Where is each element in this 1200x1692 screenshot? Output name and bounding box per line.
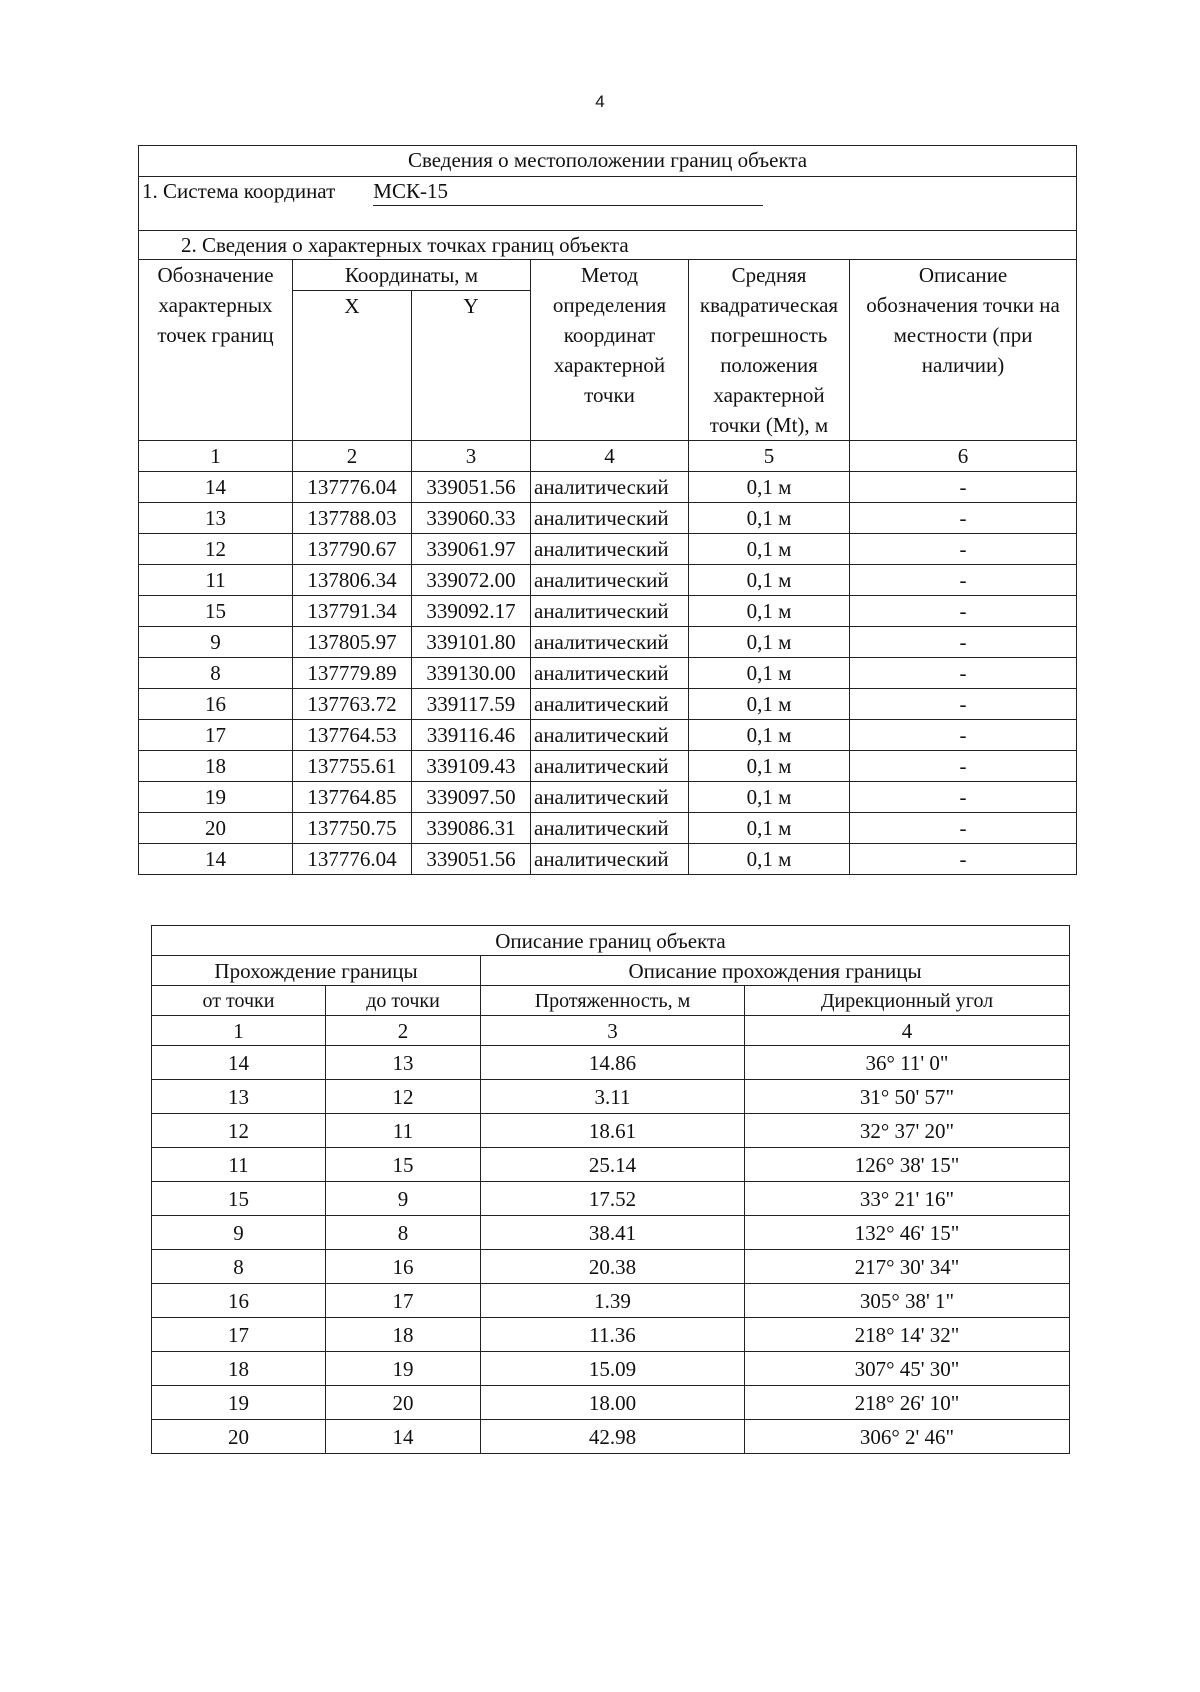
column-number: 2 [293,441,412,472]
cell-method: аналитический [531,534,689,565]
cell-y: 339117.59 [412,689,531,720]
cell-to: 20 [326,1386,481,1420]
header-line: точек границ [157,323,274,347]
cell-length: 17.52 [481,1182,745,1216]
table-row [152,1114,1070,1148]
header-passage: Прохождение границы [152,956,481,986]
header-line: Обозначение [157,263,274,287]
cell-to: 17 [326,1284,481,1318]
header-line: обозначения точки на [866,293,1060,317]
cell-desc: - [850,503,1077,534]
cell-to: 8 [326,1216,481,1250]
cell-point: 18 [139,751,293,782]
cell-from: 15 [152,1182,326,1216]
cell-point: 20 [139,813,293,844]
cell-length: 18.00 [481,1386,745,1420]
cell-method: аналитический [531,813,689,844]
header-line: погрешность [710,323,828,347]
header-line: точки [584,383,635,407]
cell-point: 14 [139,472,293,503]
cell-desc: - [850,565,1077,596]
cell-angle: 32° 37' 20" [745,1114,1070,1148]
cell-x: 137764.53 [293,720,412,751]
cell-method: аналитический [531,782,689,813]
cell-y: 339072.00 [412,565,531,596]
cell-x: 137755.61 [293,751,412,782]
cell-x: 137750.75 [293,813,412,844]
cell-point: 12 [139,534,293,565]
cell-to: 18 [326,1318,481,1352]
header-line: Описание [918,263,1008,287]
cell-method: аналитический [531,844,689,875]
cell-method: аналитический [531,720,689,751]
table-row [139,751,1077,782]
cell-angle: 306° 2' 46" [745,1420,1070,1454]
coordinate-system-value: МСК-15 [373,177,763,206]
cell-to: 19 [326,1352,481,1386]
cell-from: 13 [152,1080,326,1114]
cell-point: 17 [139,720,293,751]
column-number: 3 [412,441,531,472]
coordinate-system-label: 1. Система координат [142,179,336,203]
header-x: X [293,291,412,441]
cell-to: 12 [326,1080,481,1114]
table-row [139,627,1077,658]
cell-angle: 307° 45' 30" [745,1352,1070,1386]
header-length: Протяженность, м [481,986,745,1016]
column-number: 3 [481,1016,745,1046]
table-row [152,1148,1070,1182]
cell-y: 339116.46 [412,720,531,751]
table-row [152,1216,1070,1250]
table-row [139,782,1077,813]
cell-y: 339097.50 [412,782,531,813]
table-row [139,689,1077,720]
cell-from: 16 [152,1284,326,1318]
cell-desc: - [850,813,1077,844]
header-line: квадратическая [699,293,839,317]
cell-angle: 31° 50' 57" [745,1080,1070,1114]
table-row [152,1250,1070,1284]
cell-x: 137776.04 [293,472,412,503]
header-angle: Дирекционный угол [745,986,1070,1016]
cell-method: аналитический [531,658,689,689]
cell-y: 339130.00 [412,658,531,689]
cell-method: аналитический [531,503,689,534]
column-number: 1 [139,441,293,472]
cell-x: 137763.72 [293,689,412,720]
table-row [152,1318,1070,1352]
cell-error: 0,1 м [689,689,850,720]
cell-desc: - [850,627,1077,658]
cell-desc: - [850,689,1077,720]
table-row [139,658,1077,689]
cell-x: 137791.34 [293,596,412,627]
table-row [152,1386,1070,1420]
cell-x: 137776.04 [293,844,412,875]
header-line: местности (при [893,323,1033,347]
cell-length: 18.61 [481,1114,745,1148]
column-number: 2 [326,1016,481,1046]
cell-y: 339086.31 [412,813,531,844]
table-row [139,844,1077,875]
cell-from: 17 [152,1318,326,1352]
header-line: определения [552,293,667,317]
table-row [152,1080,1070,1114]
cell-to: 13 [326,1046,481,1080]
column-number: 1 [152,1016,326,1046]
cell-from: 14 [152,1046,326,1080]
cell-to: 16 [326,1250,481,1284]
cell-desc: - [850,782,1077,813]
cell-error: 0,1 м [689,503,850,534]
cell-point: 19 [139,782,293,813]
cell-length: 38.41 [481,1216,745,1250]
cell-length: 11.36 [481,1318,745,1352]
cell-length: 14.86 [481,1046,745,1080]
cell-to: 15 [326,1148,481,1182]
header-designation [139,260,293,441]
cell-error: 0,1 м [689,720,850,751]
cell-desc: - [850,534,1077,565]
cell-error: 0,1 м [689,534,850,565]
cell-desc: - [850,596,1077,627]
column-number: 4 [745,1016,1070,1046]
header-error [689,260,850,441]
cell-length: 1.39 [481,1284,745,1318]
header-line: положения [720,353,818,377]
column-number: 5 [689,441,850,472]
cell-method: аналитический [531,565,689,596]
table-row [152,1284,1070,1318]
table-row [152,1420,1070,1454]
cell-error: 0,1 м [689,627,850,658]
header-line: точки (Mt), м [709,413,829,437]
cell-x: 137805.97 [293,627,412,658]
cell-angle: 218° 26' 10" [745,1386,1070,1420]
header-line: Метод [580,263,639,287]
spacer-row [139,206,1077,231]
cell-angle: 217° 30' 34" [745,1250,1070,1284]
cell-method: аналитический [531,627,689,658]
cell-to: 9 [326,1182,481,1216]
column-number: 4 [531,441,689,472]
cell-desc: - [850,658,1077,689]
cell-method: аналитический [531,596,689,627]
cell-from: 20 [152,1420,326,1454]
header-line: характерной [553,353,666,377]
header-coordinates: Координаты, м [293,260,531,291]
cell-method: аналитический [531,472,689,503]
cell-y: 339092.17 [412,596,531,627]
cell-method: аналитический [531,689,689,720]
cell-length: 3.11 [481,1080,745,1114]
cell-from: 9 [152,1216,326,1250]
cell-point: 14 [139,844,293,875]
table-row [152,1182,1070,1216]
boundaries-title: Описание границ объекта [152,926,1070,956]
cell-point: 11 [139,565,293,596]
table-row [139,472,1077,503]
cell-error: 0,1 м [689,596,850,627]
header-line: наличии) [921,353,1005,377]
cell-point: 9 [139,627,293,658]
cell-from: 19 [152,1386,326,1420]
column-number: 6 [850,441,1077,472]
cell-x: 137806.34 [293,565,412,596]
cell-y: 339109.43 [412,751,531,782]
header-line: координат [563,323,656,347]
table-row [139,503,1077,534]
cell-y: 339051.56 [412,844,531,875]
cell-error: 0,1 м [689,658,850,689]
table-row [139,596,1077,627]
location-table [138,145,1077,875]
cell-point: 15 [139,596,293,627]
cell-angle: 305° 38' 1" [745,1284,1070,1318]
cell-desc: - [850,844,1077,875]
boundaries-table [151,925,1070,1454]
cell-from: 8 [152,1250,326,1284]
table-row [152,1352,1070,1386]
header-line: характерной [713,383,825,407]
cell-error: 0,1 м [689,565,850,596]
header-line: Средняя [731,263,807,287]
cell-angle: 36° 11' 0" [745,1046,1070,1080]
header-from: от точки [152,986,326,1016]
cell-y: 339060.33 [412,503,531,534]
cell-from: 11 [152,1148,326,1182]
header-y: Y [412,291,531,441]
cell-error: 0,1 м [689,813,850,844]
table-row [139,565,1077,596]
cell-to: 11 [326,1114,481,1148]
table-row [152,1046,1070,1080]
cell-length: 20.38 [481,1250,745,1284]
cell-length: 42.98 [481,1420,745,1454]
table-row [139,534,1077,565]
cell-y: 339101.80 [412,627,531,658]
column-number-row [152,1016,1070,1046]
cell-angle: 132° 46' 15" [745,1216,1070,1250]
cell-x: 137790.67 [293,534,412,565]
header-line: характерных [158,293,273,317]
table-row [139,720,1077,751]
cell-length: 15.09 [481,1352,745,1386]
cell-method: аналитический [531,751,689,782]
page-number: 4 [595,92,605,111]
cell-desc: - [850,751,1077,782]
header-description [850,260,1077,441]
cell-desc: - [850,720,1077,751]
cell-point: 8 [139,658,293,689]
cell-from: 18 [152,1352,326,1386]
cell-angle: 126° 38' 15" [745,1148,1070,1182]
column-number-row [139,441,1077,472]
cell-error: 0,1 м [689,782,850,813]
header-method [531,260,689,441]
cell-angle: 33° 21' 16" [745,1182,1070,1216]
cell-from: 12 [152,1114,326,1148]
cell-angle: 218° 14' 32" [745,1318,1070,1352]
coordinate-system-row [139,177,1077,207]
table-row [139,813,1077,844]
cell-error: 0,1 м [689,844,850,875]
header-to: до точки [326,986,481,1016]
points-title: 2. Сведения о характерных точках границ объекта [139,231,1077,260]
cell-to: 14 [326,1420,481,1454]
cell-point: 16 [139,689,293,720]
cell-point: 13 [139,503,293,534]
cell-error: 0,1 м [689,751,850,782]
cell-y: 339061.97 [412,534,531,565]
location-title: Сведения о местоположении границ объекта [139,146,1077,177]
cell-x: 137788.03 [293,503,412,534]
cell-desc: - [850,472,1077,503]
cell-x: 137764.85 [293,782,412,813]
cell-y: 339051.56 [412,472,531,503]
cell-length: 25.14 [481,1148,745,1182]
header-passage-description: Описание прохождения границы [481,956,1070,986]
cell-x: 137779.89 [293,658,412,689]
cell-error: 0,1 м [689,472,850,503]
